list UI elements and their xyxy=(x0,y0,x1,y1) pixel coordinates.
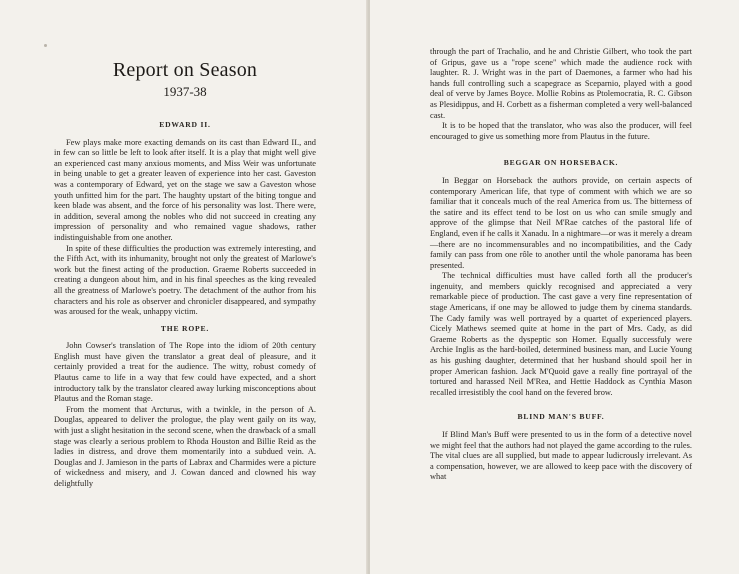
paragraph: In Beggar on Horseback the authors provide, on certain aspects of contemporary American life, that type of comment with which we are so familiar that it conceals much of the real America from us. The bitterness of the satire and its effect tend to be lost on us who can smile smugly and approve of the glimpse that Neil M'Rae catches of the pastoral life of England, even if he calls it Xanadu. In a nightmare—or was it merely a dream —there are no incommensurables and no incompatibilities, and the Cady family can pass from one rôle to another until the whole panorama has been presented. xyxy=(430,175,692,270)
paragraph: Few plays make more exacting demands on its cast than Edward II., and in few can so little be left to look after itself. It is a play that might well give an experienced cast many anxious moments, and Miss Weir was unfortunate in being unable to get a greater leaven of experience into her cast. Gaveston was a contemporary of Edward, yet on the stage we saw a Gaveston whose youth unfitted him for the part. The haughty upstart of the biting tongue and keen blade was absent, and the force of his personality was lost. There were, in addition, several among the nobles who did not succeed in creating any impression of personality and who remained vague shadows, rather indistinguishable from one another. xyxy=(54,137,316,242)
paragraph: In spite of these difficulties the production was extremely interesting, and the Fifth Act, with its inhumanity, brought not only the greatest of Marlowe's work but the finest acting of the production. Graeme Roberts succeeded in creating a dungeon about him, and in his final speeches as the king revealed all the greatness of Marlowe's poetry. The detachment of the author from his characters and his role as observer and chronicler disappeared, and sympathy was aroused for the weak, unhappy victim. xyxy=(54,243,316,317)
section-heading-the-rope: THE ROPE. xyxy=(160,323,210,333)
section-heading-edward-ii: EDWARD II. xyxy=(159,120,211,129)
left-column xyxy=(54,114,316,490)
paragraph: If Blind Man's Buff were presented to us in the form of a detective novel we might feel that the authors had not played the game according to the rules. The vital clues are all supplied, but made to appear ludicrously irrelevant. As a compensation, however, we are allowed to keep pace with the discovery of what xyxy=(430,430,692,482)
paragraph-continued: through the part of Trachalio, and he and Christie Gilbert, who took the part of Gripus, gave us a "rope scene" which made the audience rock with laughter. R. J. Wright was in the part of Daemones, a farmer who had his hands full controlling such a scapegrace as Sceparnio, played with a good deal of verve by James Boyce. Mollie Robins as Ptolemocratia, R. C. Gibson as Plesidippus, and H. Corbett as a fisherman completed a very well-balanced cast. xyxy=(430,47,692,120)
paragraph: John Cowser's translation of The Rope into the idiom of 20th century English must have given the translator a great deal of pleasure, and it certainly provided a treat for the audience. The witty, robust comedy of Plautus came to life in a way that few could have expected, and a short introductory talk by the translator cleared away lurking misconceptions about Plautus and the Roman stage. xyxy=(54,341,316,404)
left-page xyxy=(0,0,368,574)
paragraph: The technical difficulties must have called forth all the producer's ingenuity, and members quickly recognised and appreciated a very remarkable piece of production. The cast gave a very fine representation of stage Americans, if one may be allowed to judge them by cinema standards. The Cady family was well portrayed by a quartet of experienced players. Cicely Mathews seemed quite at home in the part of Mrs. Cady, as did Graeme Roberts as the dyspeptic son Homer. Equally successfuly were Archie Inglis as the hard-boiled, determined business man, and Lucie Young as his gushing daughter, determined that her husband should spoil her in proper American fashion. Jack M'Quoid gave a really fine portrayal of the tortured and harassed Neil M'Rea, and Hettie Haddock as Cynthia Mason recalled irresistibly the cool hand on the fevered brow. xyxy=(430,271,692,397)
right-page xyxy=(370,0,739,574)
margin-mark xyxy=(44,44,47,47)
right-column xyxy=(430,47,692,483)
paragraph: From the moment that Arcturus, with a twinkle, in the person of A. Douglas, appeared to deliver the prologue, the play went gaily on its way, with just a slight hesitation in the second scene, when the drawback of a small stage was clearly a serious problem to Rhoda Houston and Billie Reid as the ladies in distress, and drove them momentarily into a subdued vein. A. Douglas and J. Jamieson in the parts of Labrax and Charmides were a picture of wickedness and misery, and J. Cowan danced and clowned his way delightfully xyxy=(54,404,316,488)
section-heading-blind-mans-buff: BLIND MAN'S BUFF. xyxy=(517,412,605,422)
report-year: 1937-38 xyxy=(163,84,207,99)
report-title: Report on Season xyxy=(112,59,258,81)
paragraph: It is to be hoped that the translator, who was also the producer, will feel encouraged to give us something more from Plautus in the future. xyxy=(430,121,692,141)
section-heading-beggar-on-horseback: BEGGAR ON HORSEBACK. xyxy=(503,158,619,168)
